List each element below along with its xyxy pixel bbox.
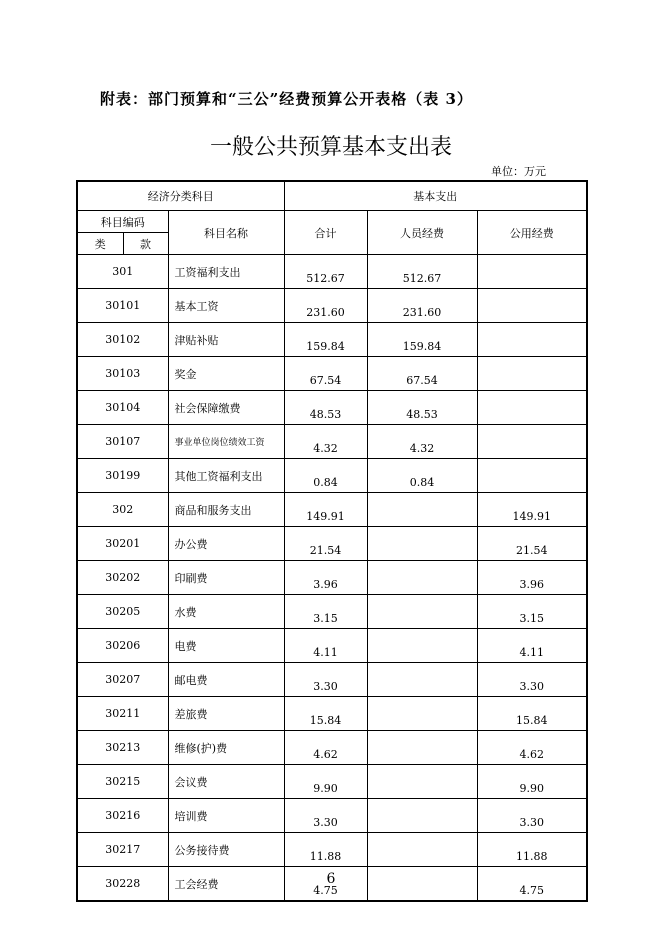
row-public: 15.84 [477,697,587,731]
row-public: 4.11 [477,629,587,663]
row-personnel [367,663,477,697]
table-row [77,289,587,323]
row-name: 商品和服务支出 [168,493,284,527]
header-name: 科目名称 [168,211,284,255]
row-name: 基本工资 [168,289,284,323]
budget-table [76,180,588,902]
row-name: 印刷费 [168,561,284,595]
table-row [77,357,587,391]
row-name: 公务接待费 [168,833,284,867]
row-public [477,459,587,493]
row-total: 3.15 [284,595,367,629]
row-code: 30205 [77,595,168,629]
row-total: 21.54 [284,527,367,561]
row-code: 30102 [77,323,168,357]
row-public: 4.62 [477,731,587,765]
row-total: 3.30 [284,799,367,833]
table-row [77,561,587,595]
row-total: 4.62 [284,731,367,765]
row-name: 事业单位岗位绩效工资 [168,425,284,459]
row-total: 231.60 [284,289,367,323]
row-code: 30228 [77,867,168,902]
row-name: 电费 [168,629,284,663]
row-total: 512.67 [284,255,367,289]
row-personnel: 512.67 [367,255,477,289]
header-public: 公用经费 [477,211,587,255]
row-personnel: 159.84 [367,323,477,357]
row-public [477,425,587,459]
row-public: 21.54 [477,527,587,561]
page-number: 6 [326,871,336,887]
header-econ-class: 经济分类科目 [77,181,284,211]
row-total: 4.11 [284,629,367,663]
row-code: 30206 [77,629,168,663]
row-name: 维修(护)费 [168,731,284,765]
row-total: 4.75 [284,867,367,902]
table-caption: 附表：部门预算和“三公”经费预算公开表格（表 3） [100,90,473,108]
header-basic-expenditure: 基本支出 [284,181,587,211]
table-row [77,255,587,289]
row-personnel [367,493,477,527]
row-public [477,391,587,425]
table-row [77,629,587,663]
row-public: 9.90 [477,765,587,799]
header-kuan: 款 [123,233,168,255]
table-row [77,527,587,561]
row-public: 4.75 [477,867,587,902]
row-code: 30107 [77,425,168,459]
row-name: 会议费 [168,765,284,799]
unit-label: 单位：万元 [491,165,546,178]
row-code: 30213 [77,731,168,765]
row-name: 津贴补贴 [168,323,284,357]
row-personnel [367,799,477,833]
row-public [477,289,587,323]
row-total: 48.53 [284,391,367,425]
table-row [77,323,587,357]
row-name: 水费 [168,595,284,629]
row-total: 159.84 [284,323,367,357]
header-code: 科目编码 [77,211,168,233]
row-total: 67.54 [284,357,367,391]
row-personnel [367,833,477,867]
row-code: 30104 [77,391,168,425]
row-total: 11.88 [284,833,367,867]
row-total: 0.84 [284,459,367,493]
row-code: 30217 [77,833,168,867]
row-public: 3.96 [477,561,587,595]
row-code: 30202 [77,561,168,595]
row-total: 3.30 [284,663,367,697]
row-public: 11.88 [477,833,587,867]
row-personnel [367,561,477,595]
row-name: 社会保障缴费 [168,391,284,425]
row-name: 工会经费 [168,867,284,902]
row-total: 4.32 [284,425,367,459]
row-name: 邮电费 [168,663,284,697]
table-row [77,425,587,459]
row-personnel: 4.32 [367,425,477,459]
table-row [77,799,587,833]
row-personnel [367,527,477,561]
header-personnel: 人员经费 [367,211,477,255]
row-total: 149.91 [284,493,367,527]
row-public: 3.30 [477,799,587,833]
row-code: 302 [77,493,168,527]
row-name: 培训费 [168,799,284,833]
row-personnel: 0.84 [367,459,477,493]
row-personnel [367,765,477,799]
row-personnel [367,731,477,765]
row-code: 30201 [77,527,168,561]
row-name: 办公费 [168,527,284,561]
row-personnel: 48.53 [367,391,477,425]
header-total: 合计 [284,211,367,255]
row-code: 30216 [77,799,168,833]
table-row [77,493,587,527]
row-personnel: 231.60 [367,289,477,323]
row-public [477,357,587,391]
table-row [77,833,587,867]
row-total: 3.96 [284,561,367,595]
row-name: 其他工资福利支出 [168,459,284,493]
table-row [77,663,587,697]
row-code: 30211 [77,697,168,731]
header-lei: 类 [77,233,123,255]
row-code: 30101 [77,289,168,323]
row-code: 30215 [77,765,168,799]
row-total: 9.90 [284,765,367,799]
row-personnel [367,629,477,663]
table-row [77,731,587,765]
row-name: 工资福利支出 [168,255,284,289]
row-public [477,255,587,289]
row-public [477,323,587,357]
row-public: 149.91 [477,493,587,527]
row-code: 30103 [77,357,168,391]
table-row [77,459,587,493]
row-name: 奖金 [168,357,284,391]
table-row [77,765,587,799]
row-code: 30199 [77,459,168,493]
row-code: 301 [77,255,168,289]
table-row [77,391,587,425]
row-code: 30207 [77,663,168,697]
row-personnel: 67.54 [367,357,477,391]
row-public: 3.30 [477,663,587,697]
row-personnel [367,595,477,629]
row-personnel [367,697,477,731]
table-row [77,595,587,629]
table-row [77,697,587,731]
row-total: 15.84 [284,697,367,731]
row-name: 差旅费 [168,697,284,731]
page-title: 一般公共预算基本支出表 [209,135,452,160]
row-public: 3.15 [477,595,587,629]
